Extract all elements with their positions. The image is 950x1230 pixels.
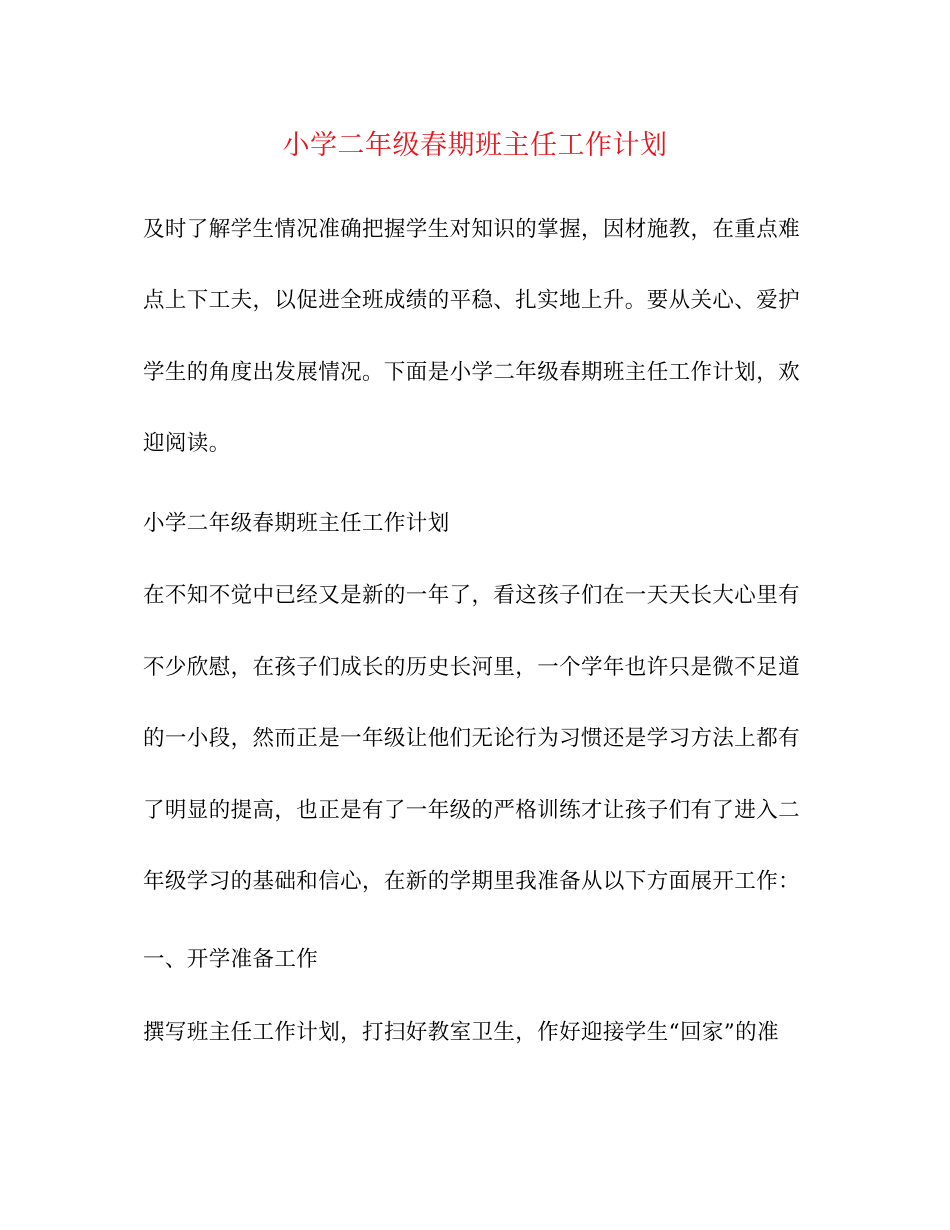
section-heading: 小学二年级春期班主任工作计划 [143, 511, 450, 536]
paragraph-line: 学生的角度出发展情况。下面是小学二年级春期班主任工作计划，欢 [143, 360, 801, 385]
paragraph-line: 迎阅读。 [143, 431, 231, 456]
paragraph-line: 了明显的提高，也正是有了一年级的严格训练才让孩子们有了进入二 [143, 798, 801, 823]
paragraph-line: 撰写班主任工作计划，打扫好教室卫生，作好迎接学生“回家”的准 [143, 1020, 779, 1045]
document-title: 小学二年级春期班主任工作计划 [282, 130, 668, 161]
paragraph-line: 年级学习的基础和信心，在新的学期里我准备从以下方面展开工作： [143, 869, 801, 894]
paragraph-line: 在不知不觉中已经又是新的一年了，看这孩子们在一天天长大心里有 [143, 583, 801, 608]
paragraph-line: 点上下工夫，以促进全班成绩的平稳、扎实地上升。要从关心、爱护 [143, 288, 801, 313]
paragraph-line: 及时了解学生情况准确把握学生对知识的掌握，因材施教，在重点难 [143, 217, 801, 242]
section-heading: 一、开学准备工作 [143, 947, 319, 972]
paragraph-line: 的一小段，然而正是一年级让他们无论行为习惯还是学习方法上都有 [143, 726, 801, 751]
paragraph-line: 不少欣慰，在孩子们成长的历史长河里，一个学年也许只是微不足道 [143, 655, 801, 680]
